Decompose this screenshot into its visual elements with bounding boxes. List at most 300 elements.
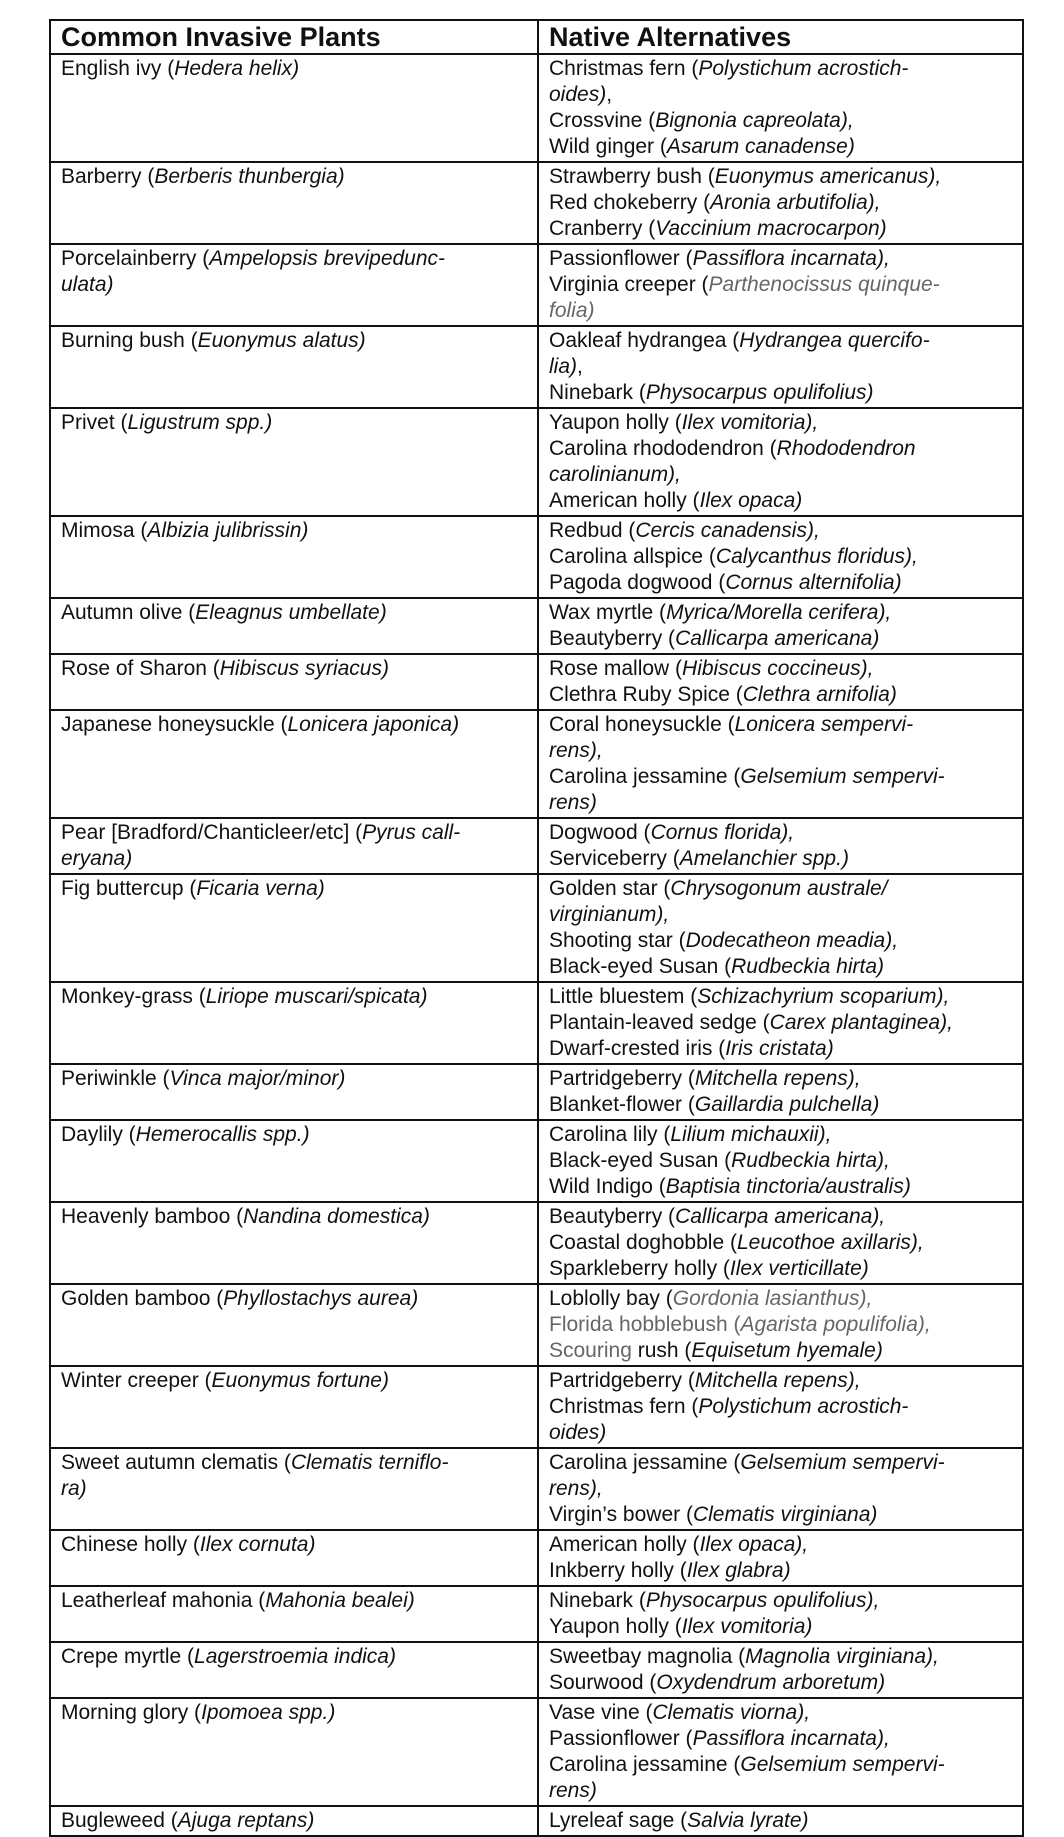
cell-line bbox=[61, 246, 537, 272]
cell-line bbox=[61, 1588, 537, 1614]
cell-line bbox=[549, 984, 1022, 1010]
scientific-name-text: Ilex opaca) bbox=[699, 489, 803, 512]
invasive-plant-cell bbox=[50, 408, 538, 516]
scientific-name-text: Mitchella repens), bbox=[694, 1369, 861, 1392]
cell-line bbox=[549, 1036, 1022, 1062]
common-name-text: Virginia creeper ( bbox=[549, 273, 709, 296]
common-name-text: Carolina lily ( bbox=[549, 1123, 671, 1146]
invasive-plant-cell bbox=[50, 1642, 538, 1698]
scientific-name-text: Lonicera sempervi- bbox=[734, 713, 914, 736]
cell-line bbox=[549, 682, 1022, 708]
table-row bbox=[50, 598, 1023, 654]
table bbox=[49, 19, 1024, 1837]
table-row bbox=[50, 326, 1023, 408]
scientific-name-text: Iris cristata) bbox=[725, 1037, 834, 1060]
common-name-text: Beautyberry ( bbox=[549, 627, 676, 650]
scientific-name-text: Gelsemium sempervi- bbox=[740, 765, 945, 788]
scientific-name-text: Physocarpus opulifolius) bbox=[645, 381, 874, 404]
scientific-name-text: Hibiscus coccineus), bbox=[682, 657, 874, 680]
cell-line bbox=[549, 626, 1022, 652]
common-name-text: Barberry ( bbox=[61, 165, 155, 188]
cell-line bbox=[61, 1476, 537, 1502]
common-name-text: Pear [Bradford/Chanticleer/etc] ( bbox=[61, 821, 363, 844]
cell-line bbox=[61, 1700, 537, 1726]
scientific-name-text: rens) bbox=[549, 1779, 597, 1802]
cell-line bbox=[549, 134, 1022, 160]
scientific-name-text: Vaccinium macrocarpon) bbox=[655, 217, 887, 240]
cell-line bbox=[61, 328, 537, 354]
scientific-name-text: Ilex opaca), bbox=[699, 1533, 809, 1556]
cell-line bbox=[549, 354, 1022, 380]
cell-line bbox=[549, 328, 1022, 354]
scientific-name-text: Polystichum acrostich- bbox=[698, 57, 909, 80]
scientific-name-text: Euonymus fortune) bbox=[211, 1369, 389, 1392]
table-body bbox=[50, 54, 1023, 1836]
cell-line bbox=[549, 1066, 1022, 1092]
common-name-text: Beautyberry ( bbox=[549, 1205, 676, 1228]
cell-line bbox=[549, 820, 1022, 846]
native-alternatives-cell bbox=[538, 162, 1023, 244]
scientific-name-text: Gelsemium sempervi- bbox=[740, 1753, 945, 1776]
scientific-name-text: Ilex glabra) bbox=[686, 1559, 791, 1582]
common-name-text: Dogwood ( bbox=[549, 821, 651, 844]
plant-alternatives-table bbox=[49, 19, 1022, 1837]
scientific-name-text: Hydrangea quercifo- bbox=[739, 329, 930, 352]
scientific-name-text: Salvia lyrate) bbox=[687, 1809, 809, 1832]
invasive-plant-cell bbox=[50, 654, 538, 710]
common-name-text: Little bluestem ( bbox=[549, 985, 698, 1008]
common-name-text: Golden star ( bbox=[549, 877, 671, 900]
cell-line bbox=[549, 1700, 1022, 1726]
cell-line bbox=[549, 1204, 1022, 1230]
scientific-name-text: Rudbeckia hirta) bbox=[731, 955, 884, 978]
table-row bbox=[50, 818, 1023, 874]
scientific-name-text: Nandina domestica) bbox=[243, 1205, 430, 1228]
scientific-name-text: oides) bbox=[549, 1421, 607, 1444]
common-name-text: Partridgeberry ( bbox=[549, 1067, 695, 1090]
scientific-name-text: Oxydendrum arboretum) bbox=[656, 1671, 886, 1694]
common-name-text: Christmas fern ( bbox=[549, 57, 699, 80]
cell-line bbox=[549, 902, 1022, 928]
scientific-name-text: Callicarpa americana) bbox=[675, 627, 880, 650]
scientific-name-text: Clematis terniflo- bbox=[290, 1451, 449, 1474]
scientific-name-text: Amelanchier spp.) bbox=[679, 847, 849, 870]
cell-line bbox=[61, 712, 537, 738]
native-alternatives-cell bbox=[538, 1642, 1023, 1698]
common-name-text: Heavenly bamboo ( bbox=[61, 1205, 244, 1228]
common-name-text: Daylily ( bbox=[61, 1123, 136, 1146]
common-name-text: Red chokeberry ( bbox=[549, 191, 711, 214]
scientific-name-text: Agarista populifolia), bbox=[740, 1313, 931, 1336]
scientific-name-text: Mitchella repens), bbox=[694, 1067, 861, 1090]
cell-line bbox=[549, 1394, 1022, 1420]
native-alternatives-cell bbox=[538, 1284, 1023, 1366]
cell-line bbox=[61, 600, 537, 626]
common-name-text: Virgin’s bower ( bbox=[549, 1503, 693, 1526]
table-row bbox=[50, 1120, 1023, 1202]
cell-line bbox=[549, 462, 1022, 488]
common-name-text: Cranberry ( bbox=[549, 217, 656, 240]
table-row bbox=[50, 1698, 1023, 1806]
cell-line bbox=[61, 984, 537, 1010]
cell-line bbox=[61, 1450, 537, 1476]
scientific-name-text: Carex plantaginea), bbox=[769, 1011, 953, 1034]
cell-line bbox=[549, 1230, 1022, 1256]
cell-line bbox=[549, 82, 1022, 108]
table-row bbox=[50, 1366, 1023, 1448]
invasive-plant-cell bbox=[50, 1366, 538, 1448]
cell-line bbox=[549, 1532, 1022, 1558]
table-row bbox=[50, 874, 1023, 982]
scientific-name-text: Albizia julibrissin) bbox=[147, 519, 309, 542]
scientific-name-text: Liriope muscari/spicata) bbox=[205, 985, 428, 1008]
header-invasive-plants: Common Invasive Plants bbox=[50, 20, 538, 54]
common-name-text: Wild Indigo ( bbox=[549, 1175, 666, 1198]
table-row bbox=[50, 654, 1023, 710]
cell-line bbox=[549, 1726, 1022, 1752]
common-name-text: Wild ginger ( bbox=[549, 135, 667, 158]
native-alternatives-cell bbox=[538, 326, 1023, 408]
native-alternatives-cell bbox=[538, 1448, 1023, 1530]
scientific-name-text: Rudbeckia hirta), bbox=[731, 1149, 890, 1172]
cell-line bbox=[549, 164, 1022, 190]
common-name-text: Vase vine ( bbox=[549, 1701, 653, 1724]
cell-line bbox=[549, 764, 1022, 790]
cell-line bbox=[549, 846, 1022, 872]
invasive-plant-cell bbox=[50, 1698, 538, 1806]
scientific-name-text: Parthenocissus quinque- bbox=[708, 273, 940, 296]
scientific-name-text: Lonicera japonica) bbox=[287, 713, 460, 736]
common-name-text: Blanket-flower ( bbox=[549, 1093, 695, 1116]
scientific-name-text: Mahonia bealei) bbox=[265, 1589, 415, 1612]
scientific-name-text: Ilex cornuta) bbox=[199, 1533, 316, 1556]
cell-line bbox=[549, 1558, 1022, 1584]
native-alternatives-cell bbox=[538, 982, 1023, 1064]
common-name-text: American holly ( bbox=[549, 489, 700, 512]
cell-line bbox=[549, 790, 1022, 816]
cell-line bbox=[61, 164, 537, 190]
common-name-text: Coral honeysuckle ( bbox=[549, 713, 735, 736]
common-name-text: English ivy ( bbox=[61, 57, 175, 80]
common-name-text: Fig buttercup ( bbox=[61, 877, 197, 900]
common-name-text: Carolina rhododendron ( bbox=[549, 437, 777, 460]
common-name-text: Rose of Sharon ( bbox=[61, 657, 220, 680]
cell-line bbox=[549, 928, 1022, 954]
cell-line bbox=[549, 570, 1022, 596]
common-name-text: Periwinkle ( bbox=[61, 1067, 170, 1090]
scientific-name-text: Euonymus americanus), bbox=[714, 165, 942, 188]
common-name-text: Strawberry bush ( bbox=[549, 165, 715, 188]
invasive-plant-cell bbox=[50, 1202, 538, 1284]
table-row bbox=[50, 710, 1023, 818]
scientific-name-text: Berberis thunbergia) bbox=[154, 165, 345, 188]
cell-line bbox=[61, 1808, 537, 1834]
native-alternatives-cell bbox=[538, 1698, 1023, 1806]
scientific-name-text: Baptisia tinctoria/australis) bbox=[665, 1175, 911, 1198]
common-name-text: Autumn olive ( bbox=[61, 601, 196, 624]
cell-line bbox=[61, 656, 537, 682]
native-alternatives-cell bbox=[538, 1064, 1023, 1120]
common-name-text: Passionflower ( bbox=[549, 1727, 693, 1750]
scientific-name-text: Calycanthus floridus), bbox=[715, 545, 918, 568]
table-row bbox=[50, 1530, 1023, 1586]
cell-line bbox=[549, 518, 1022, 544]
common-name-text: Golden bamboo ( bbox=[61, 1287, 224, 1310]
scientific-name-text: Cornus florida), bbox=[650, 821, 795, 844]
scientific-name-text: Ilex vomitoria), bbox=[681, 411, 819, 434]
scientific-name-text: virginianum), bbox=[549, 903, 670, 926]
common-name-text: Ninebark ( bbox=[549, 381, 646, 404]
common-name-text: Wax myrtle ( bbox=[549, 601, 667, 624]
native-alternatives-cell bbox=[538, 818, 1023, 874]
cell-line bbox=[549, 410, 1022, 436]
common-name-text: Crossvine ( bbox=[549, 109, 656, 132]
table-row bbox=[50, 408, 1023, 516]
scientific-name-text: Callicarpa americana), bbox=[675, 1205, 886, 1228]
invasive-plant-cell bbox=[50, 326, 538, 408]
common-name-text: Oakleaf hydrangea ( bbox=[549, 329, 740, 352]
cell-line bbox=[61, 820, 537, 846]
cell-line bbox=[549, 272, 1022, 298]
common-name-text: Christmas fern ( bbox=[549, 1395, 699, 1418]
invasive-plant-cell bbox=[50, 54, 538, 162]
scientific-name-text: Polystichum acrostich- bbox=[698, 1395, 909, 1418]
invasive-plant-cell bbox=[50, 874, 538, 982]
scientific-name-text: Clethra arnifolia) bbox=[742, 683, 897, 706]
native-alternatives-cell bbox=[538, 874, 1023, 982]
scientific-name-text: Magnolia virginiana), bbox=[745, 1645, 939, 1668]
cell-line bbox=[549, 600, 1022, 626]
common-name-text: Scouring bbox=[549, 1339, 632, 1362]
common-name-text: Leatherleaf mahonia ( bbox=[61, 1589, 266, 1612]
table-row bbox=[50, 162, 1023, 244]
common-name-text: Clethra Ruby Spice ( bbox=[549, 683, 743, 706]
common-name-text: Burning bush ( bbox=[61, 329, 198, 352]
common-name-text: Partridgeberry ( bbox=[549, 1369, 695, 1392]
common-name-text: Black-eyed Susan ( bbox=[549, 955, 732, 978]
common-name-text: Monkey-grass ( bbox=[61, 985, 206, 1008]
common-name-text: Japanese honeysuckle ( bbox=[61, 713, 288, 736]
cell-line bbox=[549, 1286, 1022, 1312]
scientific-name-text: Dodecatheon meadia), bbox=[685, 929, 899, 952]
cell-line bbox=[549, 656, 1022, 682]
table-row bbox=[50, 54, 1023, 162]
common-name-text: Passionflower ( bbox=[549, 247, 693, 270]
invasive-plant-cell bbox=[50, 162, 538, 244]
cell-line bbox=[549, 544, 1022, 570]
scientific-name-text: Euonymus alatus) bbox=[197, 329, 366, 352]
scientific-name-text: eryana) bbox=[61, 847, 133, 870]
scientific-name-text: Ampelopsis brevipedunc- bbox=[209, 247, 446, 270]
common-name-text: Loblolly bay ( bbox=[549, 1287, 673, 1310]
scientific-name-text: ra) bbox=[61, 1477, 87, 1500]
invasive-plant-cell bbox=[50, 1448, 538, 1530]
scientific-name-text: ulata) bbox=[61, 273, 114, 296]
table-row bbox=[50, 1586, 1023, 1642]
scientific-name-text: Schizachyrium scoparium), bbox=[697, 985, 950, 1008]
common-name-text: Chinese holly ( bbox=[61, 1533, 200, 1556]
cell-line bbox=[549, 1256, 1022, 1282]
invasive-plant-cell bbox=[50, 818, 538, 874]
cell-line bbox=[549, 1644, 1022, 1670]
scientific-name-text: Passiflora incarnata), bbox=[692, 1727, 890, 1750]
invasive-plant-cell bbox=[50, 982, 538, 1064]
common-name-text: Inkberry holly ( bbox=[549, 1559, 687, 1582]
common-name-text: , bbox=[577, 355, 583, 378]
scientific-name-text: Chrysogonum australe/ bbox=[670, 877, 888, 900]
cell-line bbox=[61, 1066, 537, 1092]
common-name-text: Rose mallow ( bbox=[549, 657, 683, 680]
scientific-name-text: lia) bbox=[549, 355, 578, 378]
cell-line bbox=[549, 1122, 1022, 1148]
native-alternatives-cell bbox=[538, 244, 1023, 326]
native-alternatives-cell bbox=[538, 1366, 1023, 1448]
common-name-text: Redbud ( bbox=[549, 519, 636, 542]
scientific-name-text: Gaillardia pulchella) bbox=[694, 1093, 880, 1116]
table-row bbox=[50, 1284, 1023, 1366]
common-name-text: Plantain-leaved sedge ( bbox=[549, 1011, 770, 1034]
scientific-name-text: Passiflora incarnata), bbox=[692, 247, 890, 270]
native-alternatives-cell bbox=[538, 408, 1023, 516]
cell-line bbox=[61, 518, 537, 544]
common-name-text: Black-eyed Susan ( bbox=[549, 1149, 732, 1172]
cell-line bbox=[549, 298, 1022, 324]
common-name-text: Dwarf-crested iris ( bbox=[549, 1037, 726, 1060]
cell-line bbox=[549, 876, 1022, 902]
table-row bbox=[50, 516, 1023, 598]
common-name-text: Carolina jessamine ( bbox=[549, 765, 741, 788]
cell-line bbox=[549, 1420, 1022, 1446]
scientific-name-text: Cercis canadensis), bbox=[635, 519, 820, 542]
scientific-name-text: Gelsemium sempervi- bbox=[740, 1451, 945, 1474]
cell-line bbox=[61, 272, 537, 298]
scientific-name-text: Vinca major/minor) bbox=[169, 1067, 346, 1090]
invasive-plant-cell bbox=[50, 1064, 538, 1120]
cell-line bbox=[549, 1148, 1022, 1174]
scientific-name-text: Ilex vomitoria) bbox=[681, 1615, 813, 1638]
table-row bbox=[50, 1064, 1023, 1120]
cell-line bbox=[549, 1778, 1022, 1804]
invasive-plant-cell bbox=[50, 1806, 538, 1836]
header-native-alternatives: Native Alternatives bbox=[538, 20, 1023, 54]
invasive-plant-cell bbox=[50, 1284, 538, 1366]
invasive-plant-cell bbox=[50, 244, 538, 326]
cell-line bbox=[61, 1204, 537, 1230]
scientific-name-text: Myrica/Morella cerifera), bbox=[666, 601, 892, 624]
native-alternatives-cell bbox=[538, 598, 1023, 654]
cell-line bbox=[549, 738, 1022, 764]
cell-line bbox=[549, 1808, 1022, 1834]
common-name-text: Carolina jessamine ( bbox=[549, 1451, 741, 1474]
scientific-name-text: Cornus alternifolia) bbox=[725, 571, 902, 594]
native-alternatives-cell bbox=[538, 1586, 1023, 1642]
cell-line bbox=[549, 712, 1022, 738]
native-alternatives-cell bbox=[538, 54, 1023, 162]
scientific-name-text: Hemerocallis spp.) bbox=[135, 1123, 310, 1146]
scientific-name-text: Aronia arbutifolia), bbox=[710, 191, 881, 214]
common-name-text: American holly ( bbox=[549, 1533, 700, 1556]
cell-line bbox=[61, 846, 537, 872]
common-name-text: Sourwood ( bbox=[549, 1671, 657, 1694]
cell-line bbox=[61, 410, 537, 436]
cell-line bbox=[549, 954, 1022, 980]
common-name-text: Carolina allspice ( bbox=[549, 545, 716, 568]
cell-line bbox=[549, 1502, 1022, 1528]
scientific-name-text: folia) bbox=[549, 299, 595, 322]
scientific-name-text: Ilex verticillate) bbox=[729, 1257, 869, 1280]
scientific-name-text: Asarum canadense) bbox=[666, 135, 855, 158]
invasive-plant-cell bbox=[50, 516, 538, 598]
common-name-text: Serviceberry ( bbox=[549, 847, 680, 870]
cell-line bbox=[549, 190, 1022, 216]
cell-line bbox=[549, 1174, 1022, 1200]
common-name-text: Crepe myrtle ( bbox=[61, 1645, 195, 1668]
table-row bbox=[50, 982, 1023, 1064]
scientific-name-text: Clematis virginiana) bbox=[692, 1503, 878, 1526]
scientific-name-text: Equisetum hyemale) bbox=[691, 1339, 883, 1362]
header-row bbox=[50, 20, 1023, 54]
cell-line bbox=[61, 1368, 537, 1394]
common-name-text: Yaupon holly ( bbox=[549, 411, 682, 434]
scientific-name-text: Phyllostachys aurea) bbox=[223, 1287, 419, 1310]
cell-line bbox=[549, 1476, 1022, 1502]
common-name-text: Yaupon holly ( bbox=[549, 1615, 682, 1638]
cell-line bbox=[549, 216, 1022, 242]
cell-line bbox=[549, 380, 1022, 406]
common-name-text: Florida hobblebush ( bbox=[549, 1313, 741, 1336]
native-alternatives-cell bbox=[538, 516, 1023, 598]
scientific-name-text: rens), bbox=[549, 739, 603, 762]
cell-line bbox=[549, 1338, 1022, 1364]
common-name-text: Coastal doghobble ( bbox=[549, 1231, 737, 1254]
scientific-name-text: Hedera helix) bbox=[174, 57, 300, 80]
common-name-text: Shooting star ( bbox=[549, 929, 686, 952]
common-name-text: , bbox=[606, 83, 613, 106]
native-alternatives-cell bbox=[538, 1806, 1023, 1836]
cell-line bbox=[61, 1532, 537, 1558]
scientific-name-text: Hibiscus syriacus) bbox=[219, 657, 389, 680]
cell-line bbox=[549, 1010, 1022, 1036]
common-name-text: Porcelainberry ( bbox=[61, 247, 210, 270]
common-name-text: Morning glory ( bbox=[61, 1701, 202, 1724]
cell-line bbox=[549, 1752, 1022, 1778]
common-name-text: Carolina jessamine ( bbox=[549, 1753, 741, 1776]
common-name-text: Ninebark ( bbox=[549, 1589, 646, 1612]
native-alternatives-cell bbox=[538, 710, 1023, 818]
scientific-name-text: Clematis viorna), bbox=[652, 1701, 811, 1724]
scientific-name-text: Bignonia capreolata), bbox=[655, 109, 854, 132]
cell-line bbox=[549, 1450, 1022, 1476]
common-name-text: Sparkleberry holly ( bbox=[549, 1257, 730, 1280]
invasive-plant-cell bbox=[50, 1530, 538, 1586]
scientific-name-text: rens) bbox=[549, 791, 597, 814]
scientific-name-text: Physocarpus opulifolius), bbox=[645, 1589, 880, 1612]
scientific-name-text: carolinianum), bbox=[549, 463, 681, 486]
cell-line bbox=[549, 56, 1022, 82]
scientific-name-text: rens), bbox=[549, 1477, 603, 1500]
table-row bbox=[50, 1202, 1023, 1284]
scientific-name-text: Ipomoea spp.) bbox=[201, 1701, 336, 1724]
cell-line bbox=[549, 488, 1022, 514]
cell-line bbox=[549, 246, 1022, 272]
table-row bbox=[50, 244, 1023, 326]
scientific-name-text: Gordonia lasianthus), bbox=[672, 1287, 873, 1310]
cell-line bbox=[61, 1122, 537, 1148]
scientific-name-text: Ajuga reptans) bbox=[177, 1809, 315, 1832]
cell-line bbox=[549, 108, 1022, 134]
scientific-name-text: Leucothoe axillaris), bbox=[736, 1231, 924, 1254]
scientific-name-text: Lilium michauxii), bbox=[670, 1123, 832, 1146]
